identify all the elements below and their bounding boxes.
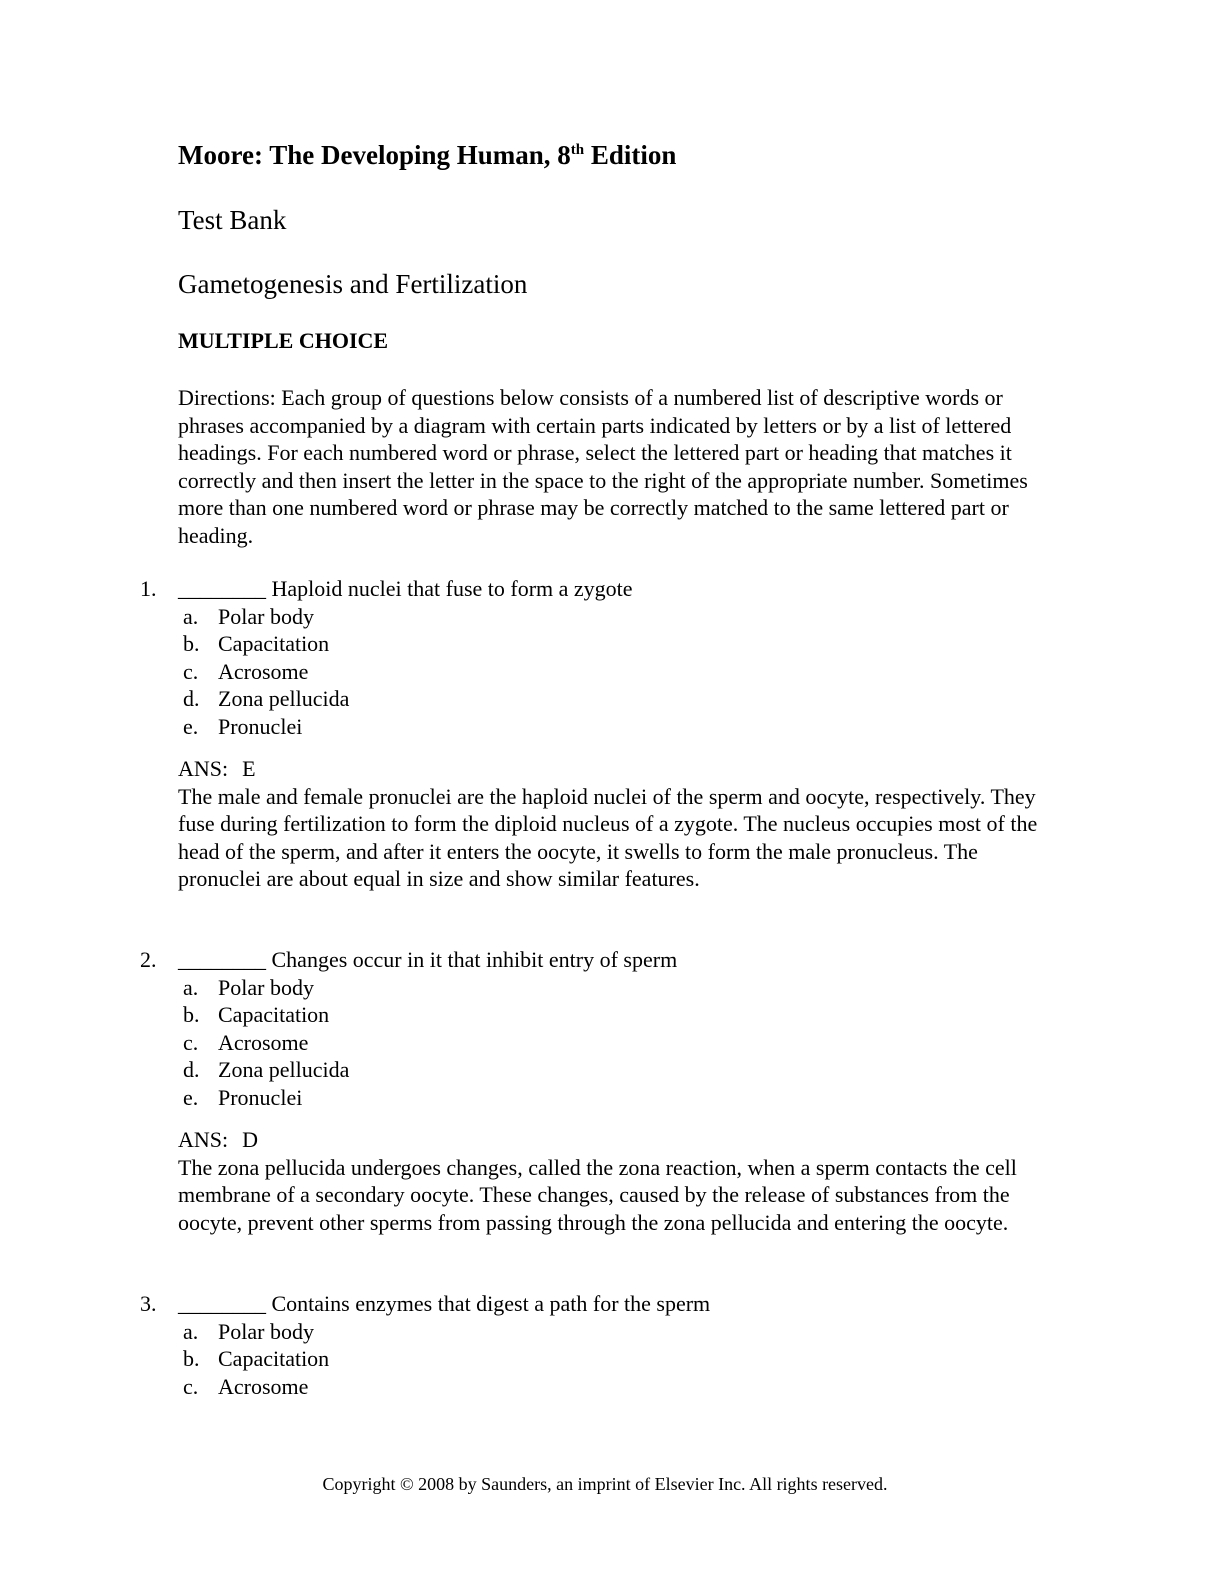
title-superscript: th	[570, 142, 585, 158]
option-text: Zona pellucida	[218, 1057, 350, 1082]
option-letter: e.	[183, 713, 199, 739]
option-text: Capacitation	[218, 1346, 330, 1371]
options-list	[178, 1318, 329, 1401]
option-letter: e.	[183, 1084, 199, 1110]
option-letter: a.	[183, 603, 199, 629]
option-letter: d.	[183, 1057, 200, 1082]
option-item	[178, 603, 349, 631]
option-item	[178, 974, 349, 1002]
option-item	[178, 1345, 329, 1373]
directions-paragraph: Directions: Each group of questions below consists of a numbered list of descriptive words or phrases accompanied by a diagram with certain parts indicated by letters or by a list of lettered headings. For each numbered word or phrase, select the lettered part or heading that matches it correctly and then insert the letter in the space to the right of the appropriate number. Sometimes more than one numbered word or phrase may be correctly matched to the same lettered part or heading.	[178, 385, 1028, 548]
option-letter: c.	[183, 1029, 199, 1055]
options-list	[178, 603, 349, 741]
answer-line	[178, 1126, 1040, 1154]
option-letter: b.	[183, 1002, 200, 1027]
answer-explanation: The zona pellucida undergoes changes, called the zona reaction, when a sperm contacts the cell membrane of a secondary oocyte. These changes, caused by the release of substances from the oocyte, prevent other sperms from passing through the zona pellucida and entering the oocyte.	[178, 1154, 1017, 1235]
question-number: 2.	[140, 947, 157, 972]
question-stem: ________ Changes occur in it that inhibit entry of sperm	[178, 947, 678, 972]
option-letter: c.	[183, 1373, 199, 1399]
answer-line	[178, 755, 1040, 783]
option-letter: b.	[183, 1346, 200, 1371]
option-item	[178, 658, 349, 686]
option-letter: c.	[183, 658, 199, 684]
question-stem: ________ Contains enzymes that digest a path for the sperm	[178, 1291, 711, 1316]
question-number: 3.	[140, 1291, 157, 1316]
option-text: Acrosome	[218, 1029, 309, 1055]
option-item	[178, 1056, 349, 1084]
option-text: Pronuclei	[218, 713, 303, 739]
option-item	[178, 1001, 349, 1029]
option-text: Polar body	[218, 1318, 314, 1344]
title-end: Edition	[584, 140, 677, 170]
options-list	[178, 974, 349, 1112]
document-title	[178, 140, 676, 171]
answer-block	[178, 1126, 1040, 1236]
option-text: Capacitation	[218, 631, 330, 656]
option-text: Polar body	[218, 974, 314, 1000]
option-item	[178, 1029, 349, 1057]
option-item	[178, 1373, 329, 1401]
option-text: Zona pellucida	[218, 686, 350, 711]
option-item	[178, 713, 349, 741]
option-item	[178, 1318, 329, 1346]
section-heading: MULTIPLE CHOICE	[178, 328, 389, 353]
option-text: Pronuclei	[218, 1084, 303, 1110]
option-text: Acrosome	[218, 1373, 309, 1399]
option-text: Acrosome	[218, 658, 309, 684]
answer-label: ANS:	[178, 756, 229, 781]
question-stem: ________ Haploid nuclei that fuse to form a zygote	[178, 576, 633, 601]
option-letter: a.	[183, 1318, 199, 1344]
option-letter: b.	[183, 631, 200, 656]
option-text: Polar body	[218, 603, 314, 629]
option-item	[178, 1084, 349, 1112]
chapter-title: Gametogenesis and Fertilization	[178, 269, 528, 299]
answer-label: ANS:	[178, 1127, 229, 1152]
option-item	[178, 685, 349, 713]
option-letter: a.	[183, 974, 199, 1000]
answer-block	[178, 755, 1040, 893]
answer-value: D	[242, 1127, 259, 1152]
copyright-footer: Copyright © 2008 by Saunders, an imprint of Elsevier Inc. All rights reserved.	[322, 1474, 888, 1494]
title-main: Moore: The Developing Human, 8	[178, 140, 571, 170]
document-subtitle: Test Bank	[178, 205, 287, 235]
answer-explanation: The male and female pronuclei are the haploid nuclei of the sperm and oocyte, respectively. They fuse during fertilization to form the diploid nucleus of a zygote. The nucleus occupies most of the head of the sperm, and after it enters the oocyte, it swells to form the male pronucleus. The pronuclei are about equal in size and show similar features.	[178, 783, 1038, 891]
option-item	[178, 630, 349, 658]
option-text: Capacitation	[218, 1002, 330, 1027]
question-number: 1.	[140, 576, 157, 601]
option-letter: d.	[183, 686, 200, 711]
answer-value: E	[242, 756, 256, 781]
